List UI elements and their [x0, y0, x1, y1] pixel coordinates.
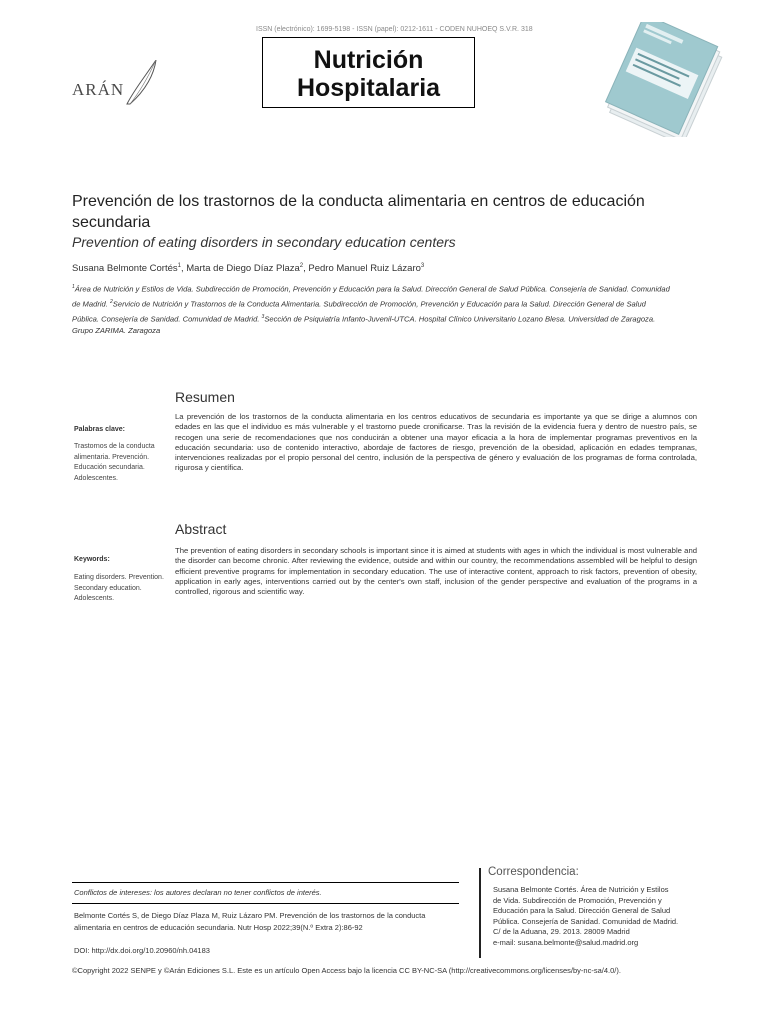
- article-title-en: Prevention of eating disorders in secondary education centers: [72, 234, 456, 250]
- correspondence-email[interactable]: e-mail: susana.belmonte@salud.madrid.org: [493, 937, 639, 947]
- author-name: Marta de Diego Díaz Plaza: [186, 263, 300, 275]
- keywords-en-label: Keywords:: [74, 556, 110, 563]
- affiliation-sup: 1: [72, 284, 75, 290]
- publisher-logo-text: ARÁN: [72, 80, 125, 99]
- footer-divider: [72, 882, 459, 883]
- journal-title-line1: Nutrición: [313, 46, 424, 74]
- affiliations: [72, 281, 672, 338]
- abstract-heading: Abstract: [175, 521, 227, 537]
- author-separator: ,: [303, 263, 309, 275]
- author-name: Susana Belmonte Cortés: [72, 263, 178, 275]
- affiliation-text: Servicio de Nutrición y Trastornos de la Conducta Alimentaria. Subdirección de Promoción, Prevención y Educación para la Salud. Dirección General de Salud Pública. Consejería de Sanidad. Comunidad de Madrid.: [72, 299, 646, 324]
- citation: Belmonte Cortés S, de Diego Díaz Plaza M, Ruiz Lázaro PM. Prevención de los trastornos de la conducta alimentaria en centros de educación secundaria. Nutr Hosp 2022;39(N.º Extra 2):86-92: [74, 911, 426, 932]
- footer-divider: [72, 903, 459, 904]
- affiliation-sup: 2: [110, 298, 113, 305]
- correspondence-line: C/ de la Aduana, 29. 2013. 28009 Madrid: [493, 927, 630, 937]
- publisher-logo: [72, 60, 162, 112]
- keywords-es: Trastornos de la conducta alimentaria. Prevención. Educación secundaria. Adolescentes.: [74, 443, 155, 482]
- correspondence-heading: Correspondencia:: [488, 866, 579, 878]
- correspondence-address: [493, 885, 708, 949]
- correspondence-line: Educación para la Salud. Dirección General de Salud: [493, 906, 671, 916]
- author-sup: 2: [299, 263, 304, 269]
- affiliation-sup: 3: [261, 313, 265, 320]
- correspondence-line: Susana Belmonte Cortés. Área de Nutrición y Estilos: [493, 885, 669, 894]
- correspondence-line: Pública. Consejería de Sanidad. Comunidad de Madrid.: [493, 916, 679, 926]
- author-sup: 1: [177, 263, 181, 269]
- author-name: Pedro Manuel Ruiz Lázaro: [308, 263, 421, 275]
- doi-link[interactable]: DOI: http://dx.doi.org/10.20960/nh.04183: [74, 946, 210, 955]
- affiliation-text: Área de Nutrición y Estilos de Vida. Subdirección de Promoción, Prevención y Educación para la Salud. Dirección General de Salud Pública. Consejería de Sanidad. Comunidad de Madrid.: [72, 284, 670, 309]
- keywords-es-label: Palabras clave:: [74, 426, 125, 433]
- affiliation-text: Sección de Psiquiatría Infanto-Juvenil-UTCA. Hospital Clínico Universitario Lozano Blesa. Universidad de Zaragoza. Grupo ZARIMA. Zaragoza: [72, 314, 656, 336]
- journal-title-line2: Hospitalaria: [296, 74, 441, 102]
- keywords-en: Eating disorders. Prevention. Secondary education. Adolescents.: [74, 574, 164, 602]
- copyright-notice: ©Copyright 2022 SENPE y ©Arán Ediciones S.L. Este es un artículo Open Access bajo la licencia CC BY-NC-SA (http://creativecommons.org/licenses/by-nc-sa/4.0/).: [72, 966, 621, 975]
- author-list: [72, 263, 692, 274]
- correspondence-bar: [479, 868, 481, 958]
- issn-line: ISSN (electrónico): 1699-5198 - ISSN (papel): 0212-1611 - CODEN NUHOEQ S.V.R. 318: [256, 26, 533, 33]
- author-sup: 3: [420, 263, 425, 269]
- conflicts-statement: Conflictos de intereses: los autores declaran no tener conflictos de interés.: [74, 888, 322, 897]
- author-separator: ,: [180, 263, 187, 275]
- resumen-body: La prevención de los trastornos de la conducta alimentaria en los centros educativos de secundaria es importante ya que se dirige a alumnos con edades en las que el individuo es más vulnerable y el trastorno puede cronificarse. Tras la revisión de la evidencia fuera y dentro de nuestro país, se recogen una serie de recomendaciones que nos conducirán a obtener una mayor eficacia a la hora de implementar programas preventivos en la educación secundaria: uso de contenido interactivo, abordaje de factores de riesgo, prevención de la obesidad, aplicación en edades tempranas, intervenciones realizadas por el propio personal del centro, inclusión de la perspectiva de género y evaluación de los programas de forma controlada, rigurosa y científica.: [175, 412, 697, 473]
- journal-title-box: [262, 37, 475, 108]
- journal-cover-image: [590, 22, 740, 137]
- resumen-heading: Resumen: [175, 389, 235, 405]
- article-title-es: Prevención de los trastornos de la conducta alimentaria en centros de educación secundaria: [72, 193, 645, 231]
- abstract-body: The prevention of eating disorders in secondary schools is important since it is aimed at students with ages in which the individual is most vulnerable and the disorder can become chronic. After reviewing the evidence, outside and within our country, the recommendations assembled will be helpful to design efficient preventive programs for implementation in secondary education. The use of interactive content, approach to risk factors, prevention of obesity, application in early ages, interventions carried out by the center's own staff, inclusion of the gender perspective and evaluation of the programs in a controlled, rigorous and scientific way.: [175, 546, 697, 597]
- correspondence-line: de Vida. Subdirección de Promoción, Prevención y: [493, 895, 662, 905]
